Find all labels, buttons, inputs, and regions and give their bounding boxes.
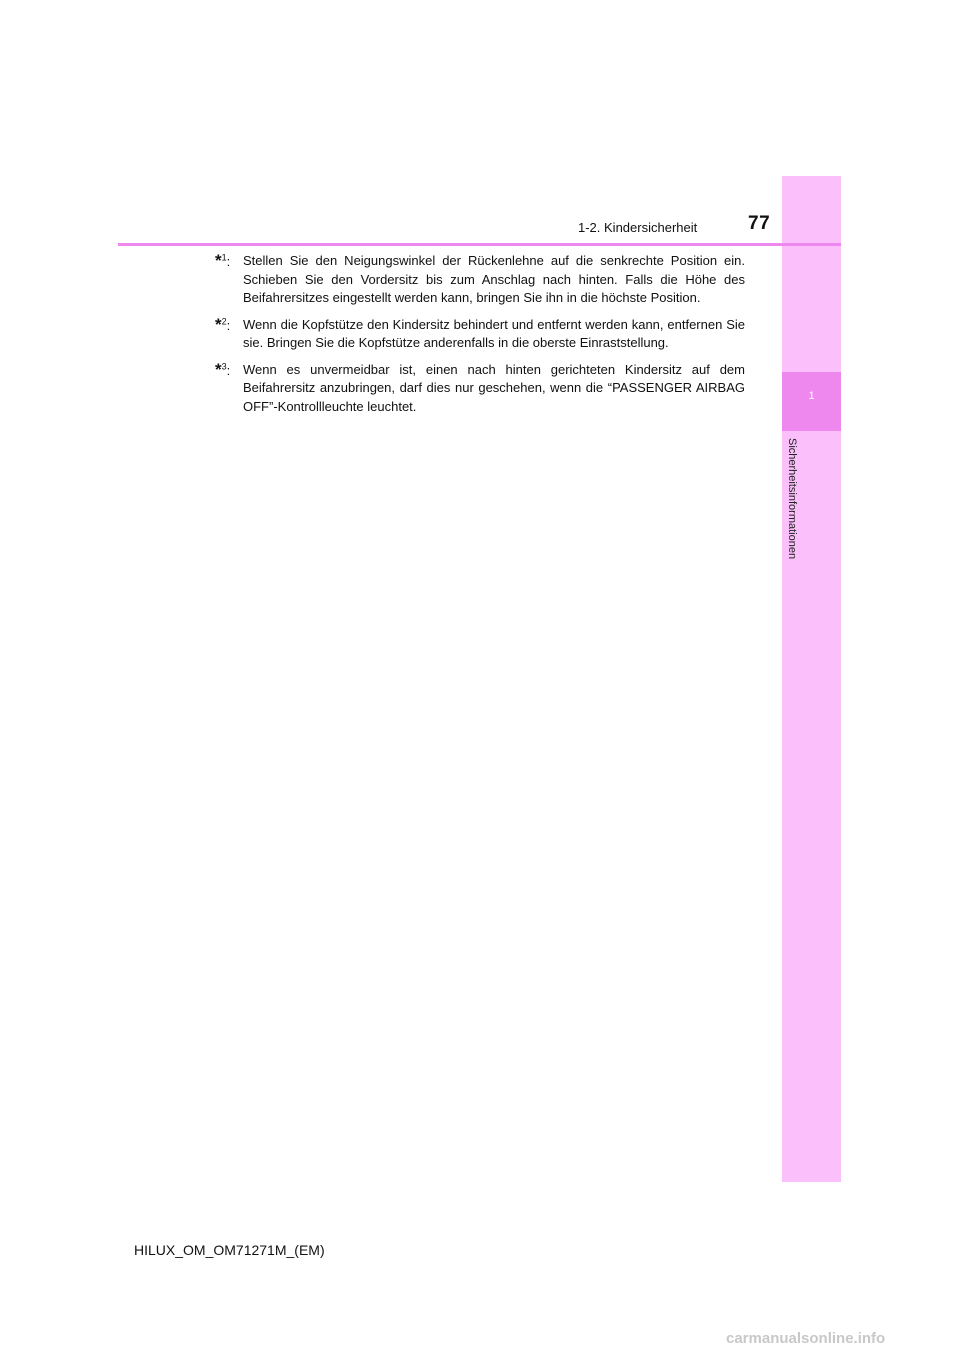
footnote-number: 1	[221, 252, 227, 263]
footnote-number: 3	[221, 361, 227, 372]
document-code: HILUX_OM_OM71271M_(EM)	[134, 1242, 325, 1258]
footnote-marker: *$^2$:	[215, 314, 231, 334]
footnote-marker: *$^1$:	[215, 251, 231, 270]
chapter-side-tab	[782, 176, 841, 1182]
asterisk-icon: *	[215, 359, 222, 379]
footnote-marker: *$^3$:	[215, 359, 231, 379]
asterisk-icon: *	[215, 314, 222, 334]
chapter-title: Sicherheitsinformationen	[786, 438, 798, 560]
footnote-text: Stellen Sie den Neigungswinkel der Rückenlehne auf die senkrechte Position ein. Schieben Sie den Vordersitz bis zum Anschlag nach hinten. Falls die Höhe des Beifahrersitzes eingestellt werden kann, bringen Sie ihn in die höchste Position.	[243, 253, 745, 305]
site-watermark[interactable]: carmanualsonline.info	[726, 1330, 886, 1347]
footnote-number: 2	[221, 316, 227, 327]
footnote-3	[215, 361, 745, 417]
footnote-2	[215, 316, 745, 353]
chapter-number: 1	[808, 390, 815, 402]
header-divider	[118, 243, 841, 246]
asterisk-icon: *	[215, 251, 222, 270]
footnote-list	[215, 252, 745, 424]
footnote-1	[215, 252, 745, 308]
section-title: 1-2. Kindersicherheit	[578, 220, 698, 235]
footnote-text: Wenn die Kopfstütze den Kindersitz behindert und entfernt werden kann, entfernen Sie sie. Bringen Sie die Kopfstütze anderenfalls in die oberste Einraststellung.	[243, 316, 745, 350]
footnote-text: Wenn es unvermeidbar ist, einen nach hinten gerichteten Kindersitz auf dem Beifahrersitz anzubringen, darf dies nur geschehen, wenn die “PASSENGER AIRBAG OFF”-Kontrollleuchte leuchtet.	[243, 361, 745, 414]
page-number: 77	[748, 213, 771, 234]
